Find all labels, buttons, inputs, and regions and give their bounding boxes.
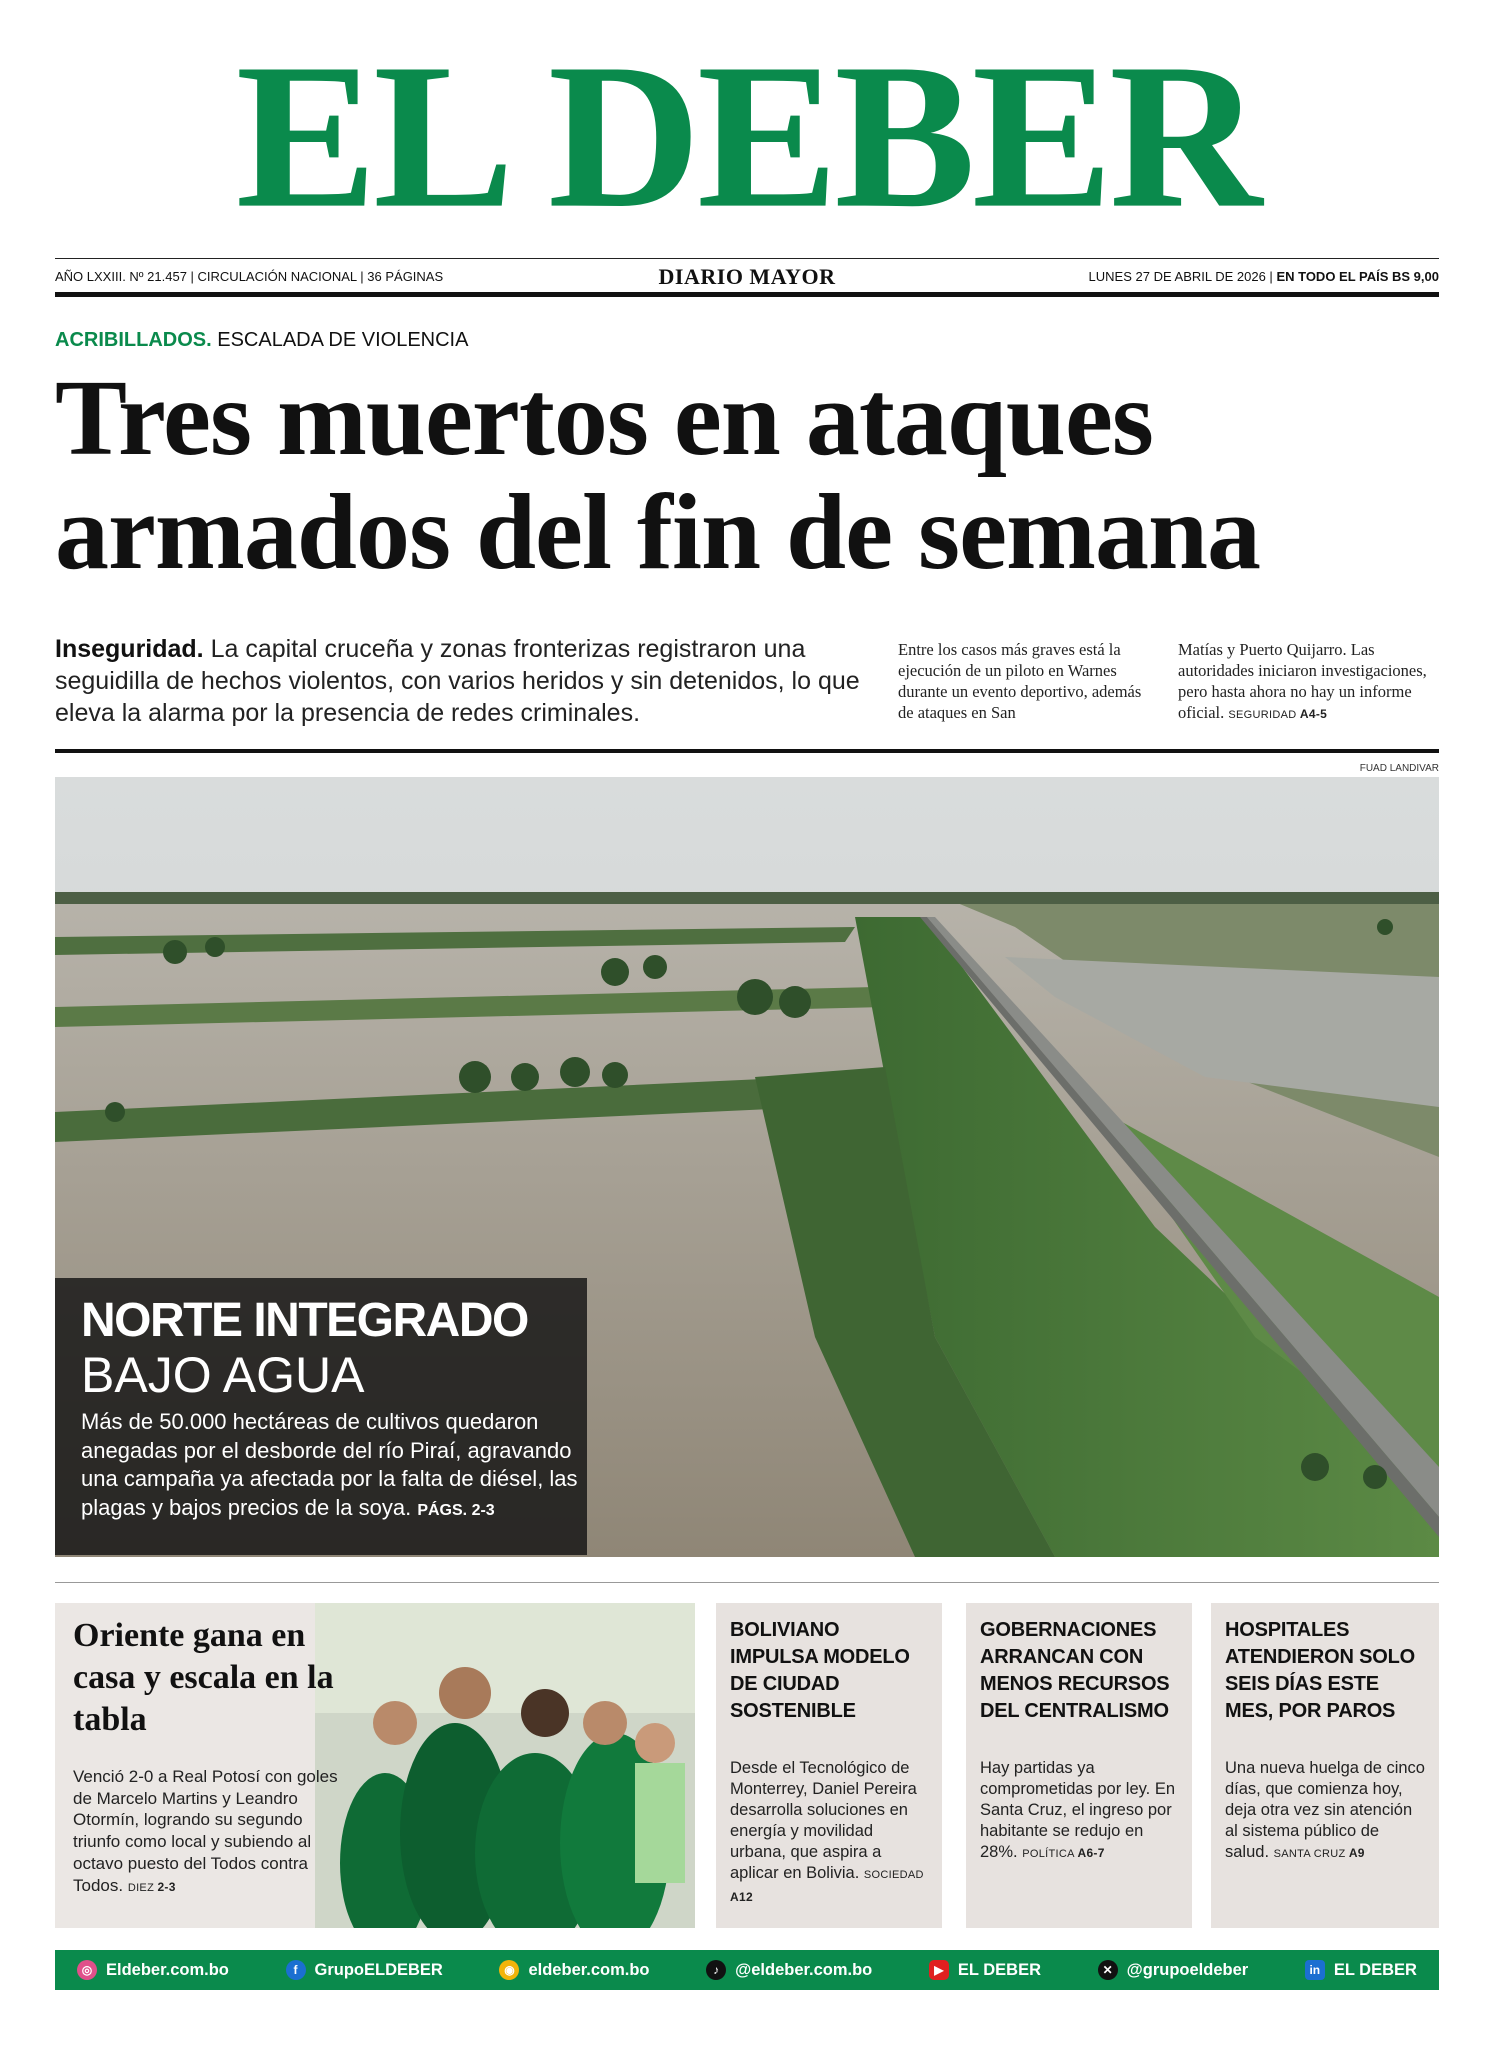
social-link-website[interactable]: ◎ Eldeber.com.bo — [77, 1960, 229, 1980]
football-team-photo — [315, 1603, 695, 1928]
linkedin-icon: in — [1305, 1960, 1325, 1980]
social-link-instagram[interactable]: ◉ eldeber.com.bo — [499, 1960, 649, 1980]
teaser-box-santa-cruz[interactable] — [1211, 1603, 1439, 1928]
section-ref: SEGURIDAD A4-5 — [1228, 707, 1328, 721]
overlay-body: Más de 50.000 hectáreas de cultivos quedaron anegadas por el desborde del río Piraí, agravando una campaña ya afectada por la falta de diésel, las plagas y bajos precios de la soya. PÁGS. 2-3 — [81, 1409, 578, 1520]
section-divider — [55, 1582, 1439, 1583]
teaser-box-politica[interactable] — [966, 1603, 1192, 1928]
edition-info: AÑO LXXIII. Nº 21.457 | CIRCULACIÓN NACIONAL | 36 PÁGINAS — [55, 269, 444, 284]
social-link-linkedin[interactable]: in EL DEBER — [1305, 1960, 1417, 1980]
instagram-icon: ◉ — [499, 1960, 519, 1980]
dribbble-icon: ◎ — [77, 1960, 97, 1980]
social-link-x[interactable]: ✕ @grupoeldeber — [1098, 1960, 1249, 1980]
column-2-text: Matías y Puerto Quijarro. Las autoridades iniciaron investigaciones, pero hasta ahora no hay un informe oficial. — [1178, 640, 1427, 722]
teaser-headline: GOBERNACIONES ARRANCAN CON MENOS RECURSOS DEL CENTRALISMO — [980, 1619, 1170, 1722]
youtube-icon: ▶ — [929, 1960, 949, 1980]
folio-rule — [55, 292, 1439, 297]
masthead-logo: EL DEBER — [235, 20, 1259, 251]
overlay-page-ref: PÁGS. 2-3 — [417, 1501, 495, 1519]
lead-kicker — [55, 329, 468, 352]
headline-line-2: armados del fin de semana — [55, 473, 1261, 592]
sports-headline: Oriente gana en casa y escala en la tabla — [73, 1617, 334, 1738]
teaser-ref: SOCIEDAD A12 — [730, 1869, 924, 1904]
facebook-icon: f — [286, 1960, 306, 1980]
photo-overlay-box[interactable] — [55, 1278, 587, 1555]
social-link-tiktok[interactable]: ♪ @eldeber.com.bo — [706, 1960, 872, 1980]
lead-column-2 — [1178, 639, 1428, 726]
teaser-body: Una nueva huelga de cinco días, que comienza hoy, deja otra vez sin atención al sistema público de salud. SANTA CRUZ A9 — [1225, 1759, 1425, 1861]
teaser-ref: POLÍTICA A6-7 — [1022, 1846, 1105, 1860]
deck-text: La capital cruceña y zonas fronterizas registraron una seguidilla de hechos violentos, con varios heridos y sin detenidos, lo que eleva la alarma por la presencia de redes criminales. — [55, 635, 860, 727]
headline-line-1: Tres muertos en ataques — [55, 359, 1153, 478]
photo-credit: FUAD LANDIVAR — [1359, 763, 1439, 774]
teaser-body: Desde el Tecnológico de Monterrey, Daniel Pereira desarrolla soluciones en energía y movilidad urbana, que aspira a aplicar en Bolivia. SOCIEDAD A12 — [730, 1759, 924, 1904]
sports-body: Venció 2-0 a Real Potosí con goles de Marcelo Martins y Leandro Otormín, logrando su segundo triunfo como local y subiendo al octavo puesto del Todos contra Todos. DIEZ 2-3 — [73, 1767, 338, 1895]
overlay-title-strong: NORTE INTEGRADO — [81, 1294, 528, 1347]
tagline: DIARIO MAYOR — [658, 264, 836, 289]
teaser-body: Hay partidas ya comprometidas por ley. En Santa Cruz, el ingreso por habitante se redujo en 28%. POLÍTICA A6-7 — [980, 1759, 1176, 1861]
lead-headline[interactable] — [55, 359, 1455, 592]
kicker-tag: ACRIBILLADOS. — [55, 329, 212, 351]
price: EN TODO EL PAÍS BS 9,00 — [1276, 269, 1439, 284]
sports-teaser[interactable] — [55, 1603, 695, 1928]
x-icon: ✕ — [1098, 1960, 1118, 1980]
tiktok-icon: ♪ — [706, 1960, 726, 1980]
social-link-facebook[interactable]: f GrupoELDEBER — [286, 1960, 443, 1980]
top-rule — [55, 258, 1439, 259]
lead-rule — [55, 749, 1439, 753]
kicker-text: ESCALADA DE VIOLENCIA — [217, 329, 469, 351]
teaser-ref: SANTA CRUZ A9 — [1273, 1846, 1365, 1860]
sports-ref: DIEZ 2-3 — [127, 1879, 176, 1894]
social-link-youtube[interactable]: ▶ EL DEBER — [929, 1960, 1041, 1980]
teaser-headline: HOSPITALES ATENDIERON SOLO SEIS DÍAS ESTE MES, POR PAROS — [1225, 1619, 1415, 1722]
lead-column-1: Entre los casos más graves está la ejecución de un piloto en Warnes durante un evento deportivo, además de ataques en San — [898, 640, 1142, 722]
lead-deck — [55, 633, 865, 729]
social-footer-bar — [55, 1950, 1439, 1990]
date-price — [1089, 269, 1439, 284]
deck-tag: Inseguridad. — [55, 635, 204, 663]
teaser-headline: BOLIVIANO IMPULSA MODELO DE CIUDAD SOSTENIBLE — [730, 1619, 910, 1722]
overlay-title-light: BAJO AGUA — [81, 1347, 365, 1403]
issue-date: LUNES 27 DE ABRIL DE 2026 | — [1088, 269, 1277, 284]
folio-bar — [55, 265, 1439, 291]
teaser-box-sociedad[interactable] — [716, 1603, 942, 1928]
